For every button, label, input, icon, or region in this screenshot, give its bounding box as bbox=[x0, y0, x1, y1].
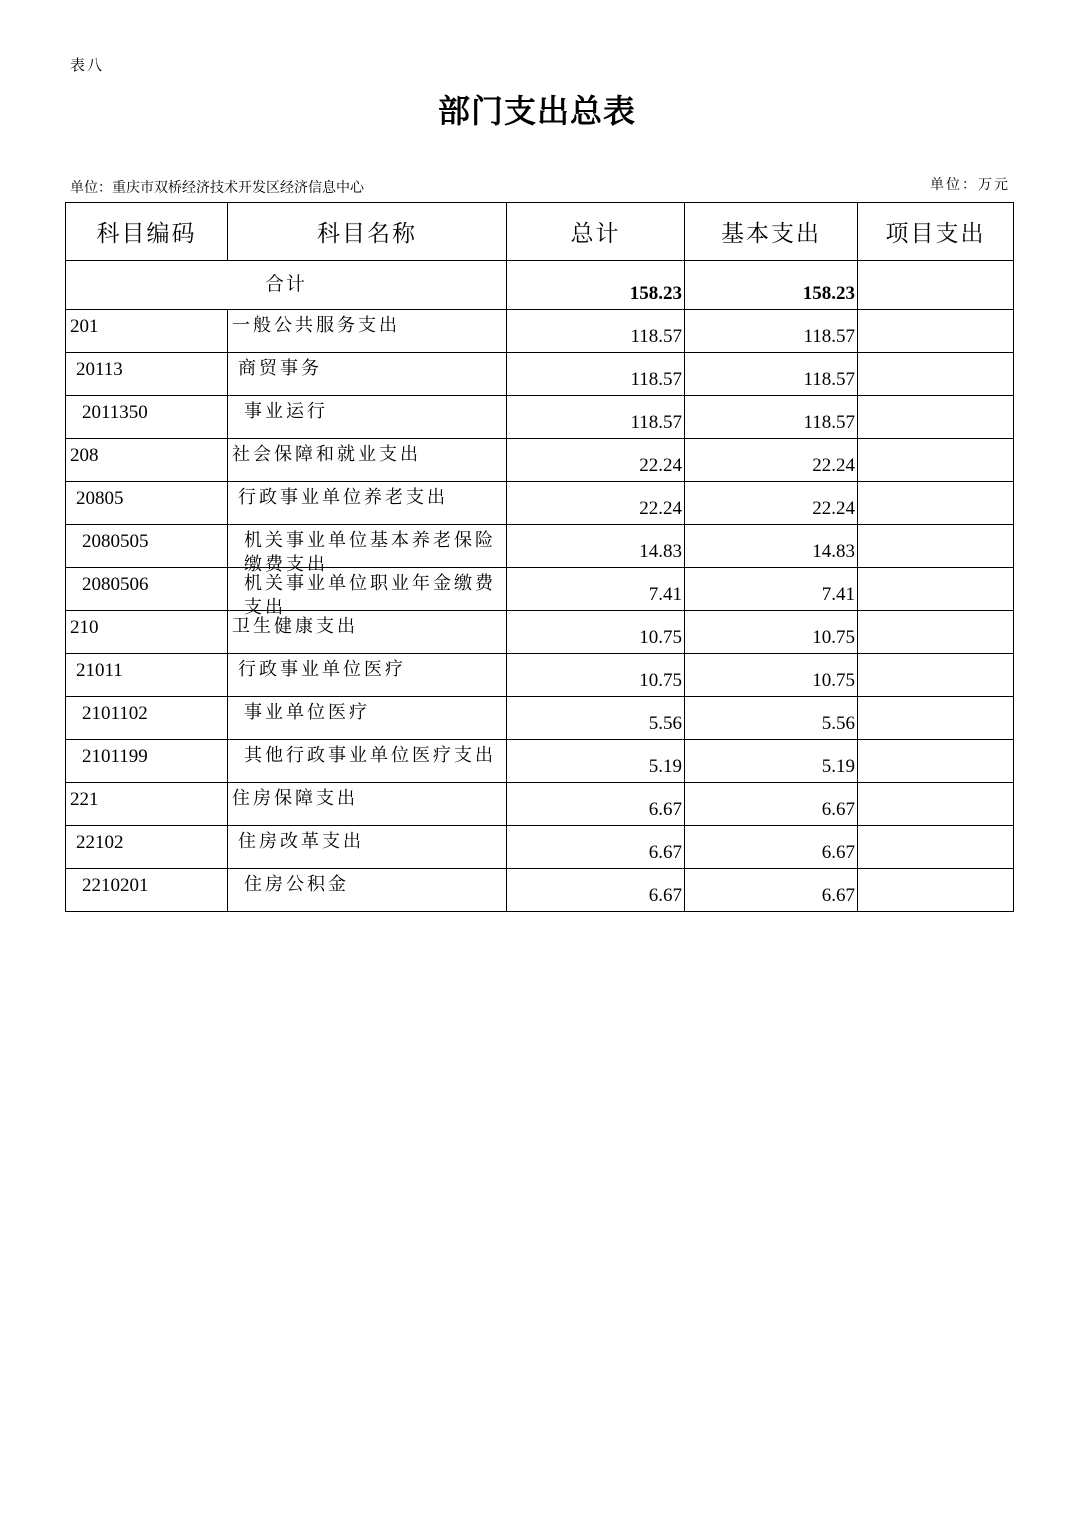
row-total-cell: 6.67 bbox=[507, 826, 685, 869]
row-code-cell: 21011 bbox=[66, 654, 228, 697]
row-name-cell bbox=[228, 396, 507, 439]
row-code-cell: 2101102 bbox=[66, 697, 228, 740]
row-code-cell: 2080506 bbox=[66, 568, 228, 611]
row-project-cell bbox=[858, 525, 1014, 568]
table-row bbox=[66, 482, 1014, 525]
row-project-cell bbox=[858, 310, 1014, 353]
row-basic-cell: 6.67 bbox=[685, 869, 858, 912]
row-code-cell: 2101199 bbox=[66, 740, 228, 783]
table-row bbox=[66, 525, 1014, 568]
row-name-text: 住房保障支出 bbox=[232, 788, 358, 809]
row-total-cell: 5.56 bbox=[507, 697, 685, 740]
row-name-text: 住房公积金 bbox=[244, 874, 349, 895]
row-basic-cell: 118.57 bbox=[685, 396, 858, 439]
row-code-cell: 221 bbox=[66, 783, 228, 826]
row-code-cell: 20805 bbox=[66, 482, 228, 525]
total-project-cell bbox=[858, 261, 1014, 310]
row-name-text: 其他行政事业单位医疗支出 bbox=[244, 745, 496, 766]
table-row bbox=[66, 826, 1014, 869]
row-name-cell bbox=[228, 740, 507, 783]
table-row bbox=[66, 869, 1014, 912]
table-row bbox=[66, 654, 1014, 697]
row-name-cell bbox=[228, 869, 507, 912]
row-basic-cell: 22.24 bbox=[685, 439, 858, 482]
row-name-text: 住房改革支出 bbox=[238, 831, 364, 852]
row-code-cell: 2210201 bbox=[66, 869, 228, 912]
row-name-text: 社会保障和就业支出 bbox=[232, 444, 421, 465]
row-name-cell bbox=[228, 654, 507, 697]
row-project-cell bbox=[858, 611, 1014, 654]
row-total-cell: 10.75 bbox=[507, 611, 685, 654]
row-name-cell bbox=[228, 439, 507, 482]
row-total-cell: 7.41 bbox=[507, 568, 685, 611]
row-total-cell: 118.57 bbox=[507, 353, 685, 396]
row-name-text: 行政事业单位医疗 bbox=[238, 659, 406, 680]
total-total-cell: 158.23 bbox=[507, 261, 685, 310]
table-row bbox=[66, 611, 1014, 654]
column-header-name: 科目名称 bbox=[228, 203, 507, 261]
row-name-text: 机关事业单位职业年金缴费支出 bbox=[244, 573, 496, 618]
row-name-text: 机关事业单位基本养老保险缴费支出 bbox=[244, 530, 496, 575]
row-total-cell: 10.75 bbox=[507, 654, 685, 697]
column-header-code: 科目编码 bbox=[66, 203, 228, 261]
row-basic-cell: 6.67 bbox=[685, 783, 858, 826]
table-row bbox=[66, 439, 1014, 482]
table-header-row bbox=[66, 203, 1014, 261]
row-code-cell: 20113 bbox=[66, 353, 228, 396]
row-total-cell: 22.24 bbox=[507, 482, 685, 525]
row-project-cell bbox=[858, 869, 1014, 912]
row-total-cell: 5.19 bbox=[507, 740, 685, 783]
row-code-cell: 210 bbox=[66, 611, 228, 654]
row-basic-cell: 5.19 bbox=[685, 740, 858, 783]
row-project-cell bbox=[858, 826, 1014, 869]
row-name-cell bbox=[228, 482, 507, 525]
row-project-cell bbox=[858, 439, 1014, 482]
currency-unit-label: 单位：万元 bbox=[930, 177, 1010, 193]
row-code-cell: 2080505 bbox=[66, 525, 228, 568]
row-project-cell bbox=[858, 353, 1014, 396]
table-row bbox=[66, 396, 1014, 439]
row-name-text: 商贸事务 bbox=[238, 358, 322, 379]
column-header-basic: 基本支出 bbox=[685, 203, 858, 261]
row-project-cell bbox=[858, 697, 1014, 740]
table-row bbox=[66, 697, 1014, 740]
row-name-cell bbox=[228, 826, 507, 869]
row-code-cell: 208 bbox=[66, 439, 228, 482]
row-name-text: 一般公共服务支出 bbox=[232, 315, 400, 336]
row-basic-cell: 10.75 bbox=[685, 611, 858, 654]
row-name-text: 卫生健康支出 bbox=[232, 616, 358, 637]
total-basic-cell: 158.23 bbox=[685, 261, 858, 310]
row-name-text: 事业运行 bbox=[244, 401, 328, 422]
row-name-cell bbox=[228, 783, 507, 826]
row-basic-cell: 7.41 bbox=[685, 568, 858, 611]
table-row bbox=[66, 568, 1014, 611]
row-name-cell bbox=[228, 697, 507, 740]
table-row bbox=[66, 310, 1014, 353]
expenditure-table bbox=[65, 202, 1014, 912]
row-name-cell bbox=[228, 568, 507, 618]
row-total-cell: 6.67 bbox=[507, 869, 685, 912]
row-project-cell bbox=[858, 654, 1014, 697]
row-name-cell bbox=[228, 353, 507, 396]
row-basic-cell: 22.24 bbox=[685, 482, 858, 525]
row-basic-cell: 5.56 bbox=[685, 697, 858, 740]
row-code-cell: 201 bbox=[66, 310, 228, 353]
row-basic-cell: 118.57 bbox=[685, 353, 858, 396]
row-name-text: 行政事业单位养老支出 bbox=[238, 487, 448, 508]
row-basic-cell: 10.75 bbox=[685, 654, 858, 697]
column-header-total: 总计 bbox=[507, 203, 685, 261]
row-basic-cell: 6.67 bbox=[685, 826, 858, 869]
row-project-cell bbox=[858, 482, 1014, 525]
row-project-cell bbox=[858, 740, 1014, 783]
row-project-cell bbox=[858, 568, 1014, 611]
row-total-cell: 14.83 bbox=[507, 525, 685, 568]
row-total-cell: 22.24 bbox=[507, 439, 685, 482]
total-label: 合计 bbox=[66, 261, 507, 310]
row-name-cell bbox=[228, 525, 507, 575]
table-number-label: 表八 bbox=[70, 56, 105, 74]
row-project-cell bbox=[858, 396, 1014, 439]
table-row bbox=[66, 740, 1014, 783]
row-code-cell: 22102 bbox=[66, 826, 228, 869]
row-total-cell: 118.57 bbox=[507, 396, 685, 439]
row-name-cell bbox=[228, 310, 507, 353]
row-basic-cell: 14.83 bbox=[685, 525, 858, 568]
table-row bbox=[66, 783, 1014, 826]
organization-unit-label: 单位：重庆市双桥经济技术开发区经济信息中心 bbox=[70, 180, 364, 196]
table-row bbox=[66, 353, 1014, 396]
row-basic-cell: 118.57 bbox=[685, 310, 858, 353]
page-title: 部门支出总表 bbox=[437, 92, 636, 130]
row-code-cell: 2011350 bbox=[66, 396, 228, 439]
column-header-project: 项目支出 bbox=[858, 203, 1014, 261]
row-total-cell: 118.57 bbox=[507, 310, 685, 353]
row-total-cell: 6.67 bbox=[507, 783, 685, 826]
row-name-cell bbox=[228, 611, 507, 654]
row-project-cell bbox=[858, 783, 1014, 826]
row-name-text: 事业单位医疗 bbox=[244, 702, 370, 723]
total-row bbox=[66, 261, 1014, 310]
